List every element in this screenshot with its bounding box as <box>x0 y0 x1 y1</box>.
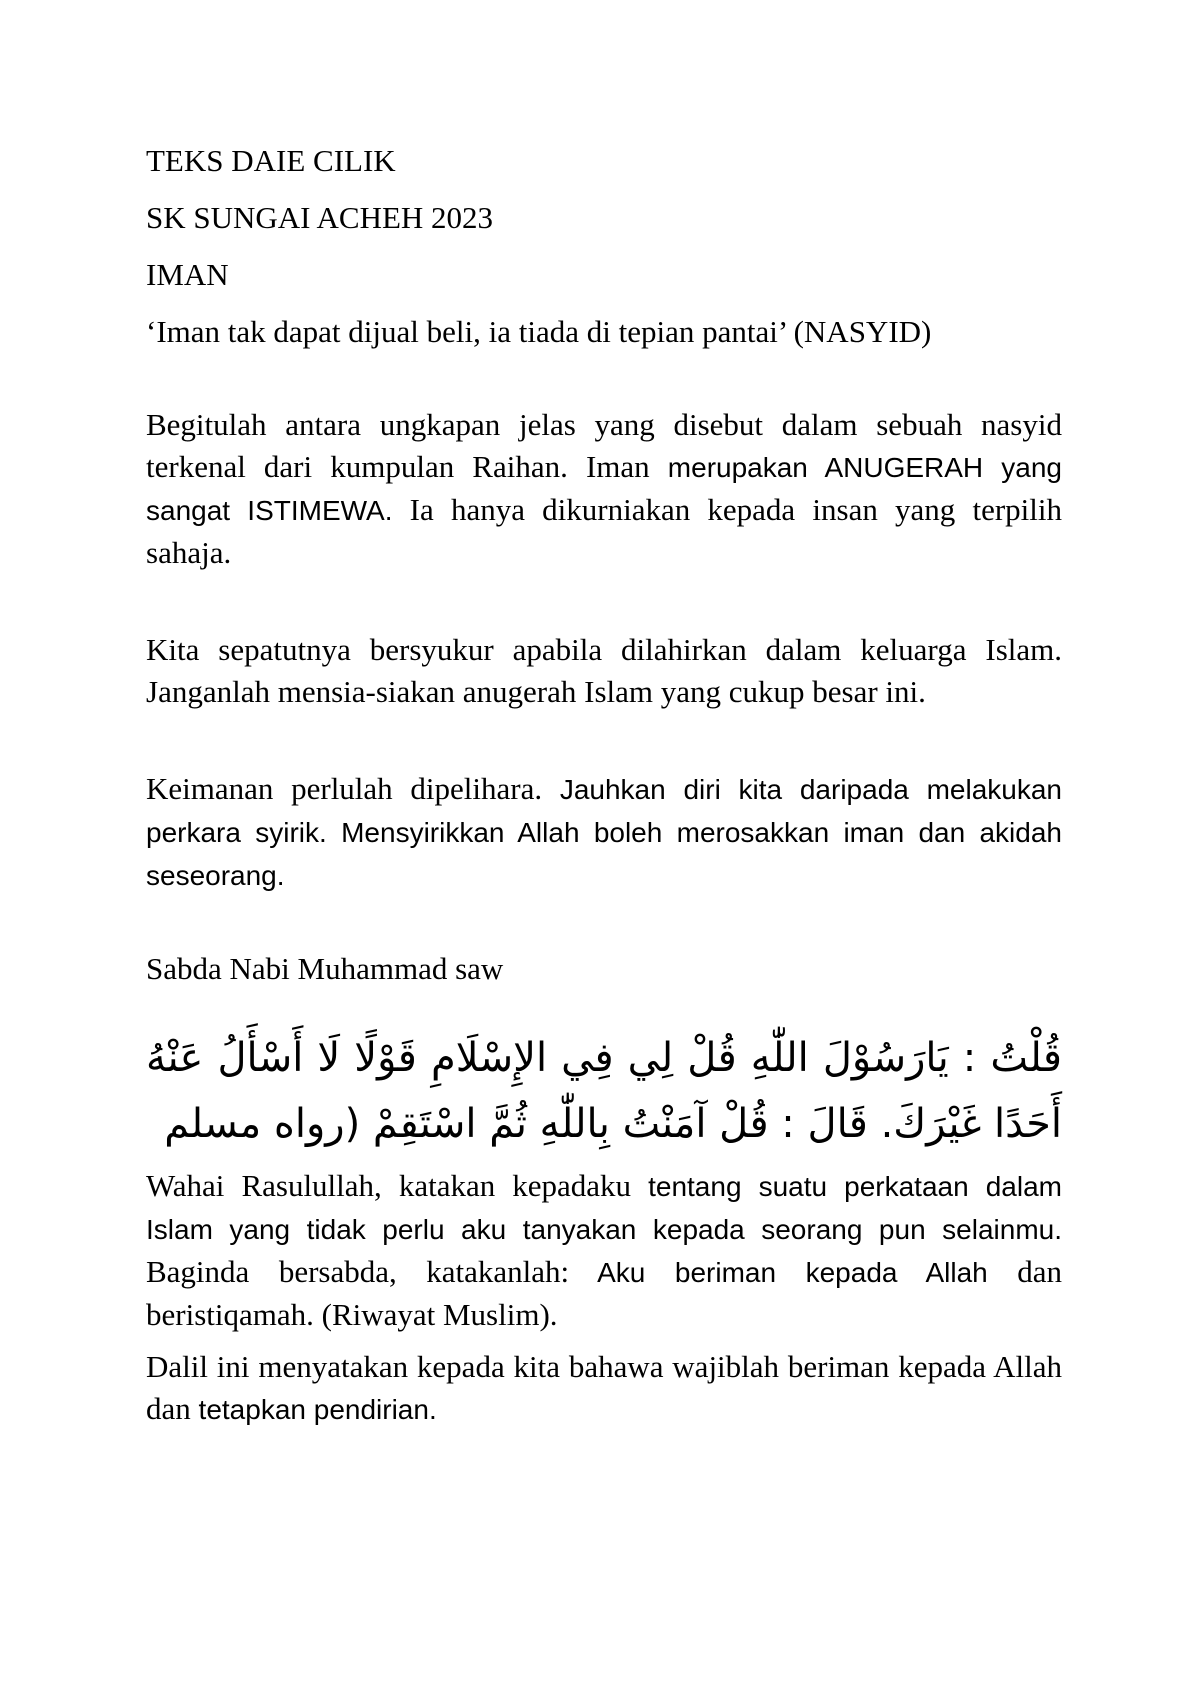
paragraph-intro <box>146 404 1062 574</box>
hadith-translation-part4: Aku beriman kepada Allah <box>569 1257 988 1288</box>
document-title: TEKS DAIE CILIK <box>146 143 396 178</box>
nasyid-quote: ‘Iman tak dapat dijual beli, ia tiada di tepian pantai’ (NASYID) <box>146 314 932 349</box>
hadith-arabic-text: قُلْتُ : يَارَسُوْلَ اللّٰهِ قُلْ لِي فِي الإِسْلَامِ قَوْلًا لَا أَسْأَلُ عَنْهُ أَحَدًا غَيْرَكَ. قَالَ : قُلْ آمَنْتُ بِاللّٰهِ ثُمَّ اسْتَقِمْ (رواه مسلم <box>146 1035 1062 1147</box>
paragraph-intro-part1: Begitulah antara ungkapan jelas yang disebut dalam sebuah nasyid terkenal dari kumpulan Raihan. Iman <box>146 407 1062 484</box>
hadith-translation <box>146 1165 1062 1336</box>
hadith-intro: Sabda Nabi Muhammad saw <box>146 951 504 986</box>
paragraph-conclusion-part2: tetapkan pendirian. <box>190 1394 437 1425</box>
paragraph-faith-part2: Jauhkan diri kita daripada melakukan perkara syirik. Mensyirikkan Allah boleh merosakkan iman dan akidah seseorang. <box>146 774 1062 891</box>
hadith-translation-part2: tentang suatu perkataan dalam Islam yang tidak perlu aku tanyakan kepada seorang pun selainmu. <box>146 1171 1062 1245</box>
paragraph-faith-part1: Keimanan perlulah dipelihara. <box>146 771 543 806</box>
paragraph-gratitude: Kita sepatutnya bersyukur apabila dilahirkan dalam keluarga Islam. Janganlah mensia-siakan anugerah Islam yang cukup besar ini. <box>146 632 1062 709</box>
school-name: SK SUNGAI ACHEH 2023 <box>146 200 494 235</box>
paragraph-conclusion <box>146 1346 1062 1431</box>
paragraph-conclusion-part1: Dalil ini menyatakan kepada kita bahawa wajiblah beriman kepada Allah dan <box>146 1349 1062 1426</box>
hadith-translation-part5: dan beristiqamah. (Riwayat Muslim). <box>146 1254 1062 1332</box>
hadith-translation-part1: Wahai Rasulullah, katakan kepadaku <box>146 1168 632 1203</box>
hadith-translation-part3: Baginda bersabda, katakanlah: <box>146 1254 570 1289</box>
paragraph-intro-part2: merupakan ANUGERAH yang sangat ISTIMEWA. <box>146 452 1063 526</box>
topic-title: IMAN <box>146 257 229 292</box>
paragraph-intro-part3: Ia hanya dikurniakan kepada insan yang terpilih sahaja. <box>146 492 1062 570</box>
paragraph-faith <box>146 768 1062 897</box>
